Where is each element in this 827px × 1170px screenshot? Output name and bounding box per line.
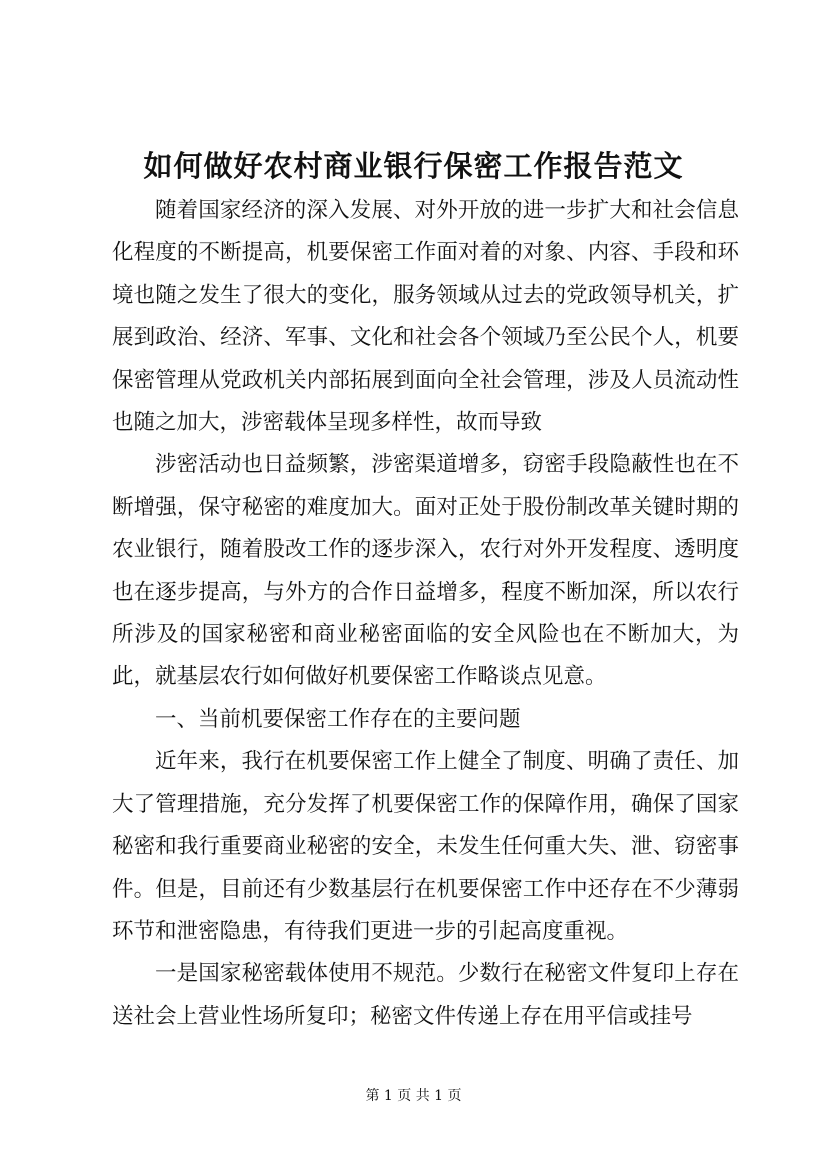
document-title: 如何做好农村商业银行保密工作报告范文	[143, 149, 684, 183]
paragraph: 一是国家秘密载体使用不规范。少数行在秘密文件复印上存在送社会上营业性场所复印；秘密文件传递上存在用平信或挂号	[112, 961, 739, 1029]
section-heading: 一、当前机要保密工作存在的主要问题	[155, 706, 521, 732]
page-number-footer: 第 1 页 共 1 页	[365, 1088, 462, 1104]
paragraph: 随着国家经济的深入发展、对外开放的进一步扩大和社会信息化程度的不断提高，机要保密工作面对着的对象、内容、手段和环境也随之发生了很大的变化，服务领域从过去的党政领导机关，扩展到政治、经济、军事、文化和社会各个领域乃至公民个人，机要保密管理从党政机关内部拓展到面向全社会管理，涉及人员流动性也随之加大，涉密载体呈现多样性，故而导致	[112, 198, 739, 436]
document-body	[112, 190, 739, 1038]
paragraph: 涉密活动也日益频繁，涉密渠道增多，窃密手段隐蔽性也在不断增强，保守秘密的难度加大。面对正处于股份制改革关键时期的农业银行，随着股改工作的逐步深入，农行对外开发程度、透明度也在逐步提高，与外方的合作日益增多，程度不断加深，所以农行所涉及的国家秘密和商业秘密面临的安全风险也在不断加大，为此，就基层农行如何做好机要保密工作略谈点见意。	[112, 452, 739, 690]
paragraph: 近年来，我行在机要保密工作上健全了制度、明确了责任、加大了管理措施，充分发挥了机要保密工作的保障作用，确保了国家秘密和我行重要商业秘密的安全，未发生任何重大失、泄、窃密事件。但是，目前还有少数基层行在机要保密工作中还存在不少薄弱环节和泄密隐患，有待我们更进一步的引起高度重视。	[112, 749, 739, 944]
